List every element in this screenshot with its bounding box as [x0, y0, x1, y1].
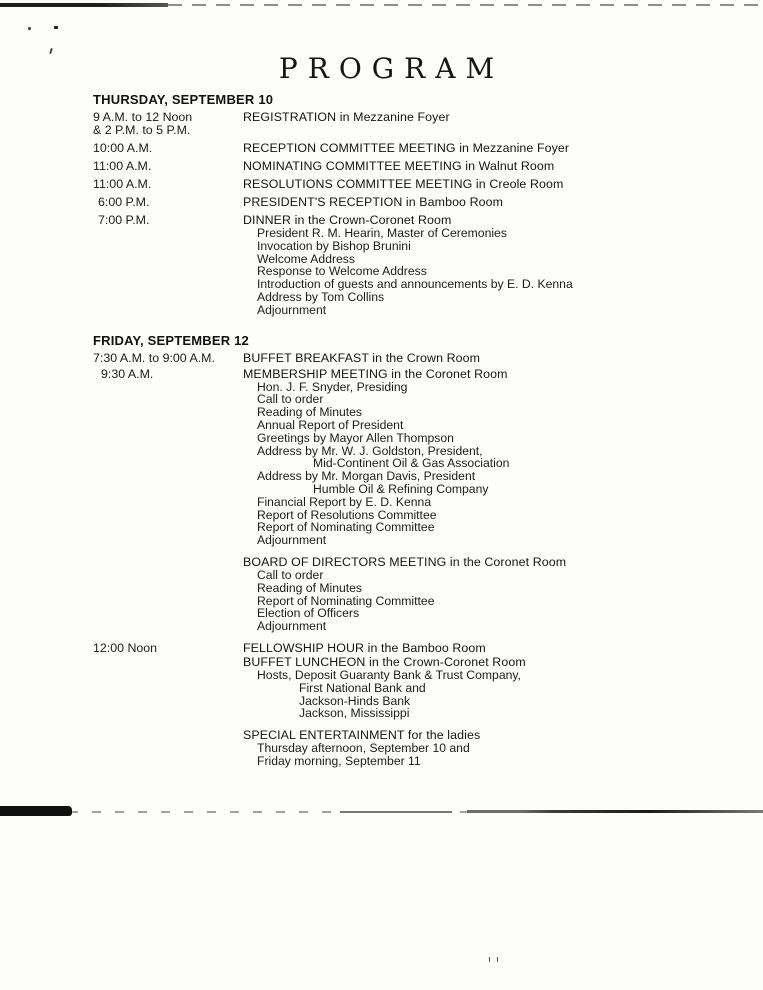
event-details — [243, 381, 733, 547]
time-cell — [93, 352, 243, 365]
scan-divider-dark-segment — [467, 810, 763, 813]
event-detail: Hosts, Deposit Guaranty Bank & Trust Company, — [257, 667, 521, 682]
event-title: REGISTRATION in Mezzanine Foyer — [243, 110, 450, 124]
event-details — [243, 227, 733, 317]
event-detail: Address by Tom Collins — [257, 289, 385, 304]
event-detail: Call to order — [257, 392, 324, 407]
schedule-row — [93, 729, 733, 768]
event-detail: Report of Resolutions Committee — [257, 507, 437, 522]
event-detail: Financial Report by E. D. Kenna — [257, 494, 432, 509]
event-title: MEMBERSHIP MEETING in the Coronet Room — [243, 366, 508, 381]
time-cell — [93, 196, 243, 209]
schedule-row — [93, 642, 733, 655]
time-text: 9:30 A.M. — [101, 366, 154, 381]
event-detail: Reading of Minutes — [257, 405, 363, 420]
time-cell — [93, 160, 243, 173]
schedule-row — [93, 656, 733, 720]
event-detail: Annual Report of President — [257, 417, 404, 432]
event-title: RECEPTION COMMITTEE MEETING in Mezzanine Foyer — [243, 141, 570, 155]
scan-speck — [489, 957, 498, 962]
time-cell — [93, 656, 243, 720]
event-detail: Election of Officers — [257, 606, 360, 621]
event-detail: Adjournment — [257, 302, 327, 317]
time-cell — [93, 142, 243, 155]
event-title: FELLOWSHIP HOUR in the Bamboo Room — [243, 640, 486, 655]
schedule-row — [93, 556, 733, 633]
event-title: RESOLUTIONS COMMITTEE MEETING in Creole Room — [243, 177, 564, 191]
time-cell — [93, 556, 243, 633]
event-detail: Response to Welcome Address — [257, 264, 427, 279]
event-title: BOARD OF DIRECTORS MEETING in the Coronet Room — [243, 554, 567, 569]
event-detail: President R. M. Hearin, Master of Ceremonies — [257, 226, 507, 240]
event-title: NOMINATING COMMITTEE MEETING in Walnut Room — [243, 159, 555, 173]
schedule-row — [93, 111, 733, 137]
section-heading-thursday: THURSDAY, SEPTEMBER 10 — [93, 92, 274, 107]
schedule-row — [93, 142, 733, 155]
event-detail: Introduction of guests and announcements by E. D. Kenna — [257, 277, 573, 292]
event-details — [243, 569, 733, 633]
event-details — [243, 669, 733, 720]
event-detail: Greetings by Mayor Allen Thompson — [257, 430, 454, 445]
time-text: & 2 P.M. to 5 P.M. — [93, 123, 191, 137]
event-detail: Humble Oil & Refining Company — [313, 481, 489, 496]
event-detail: Reading of Minutes — [257, 580, 363, 595]
page-title: PROGRAM — [278, 52, 505, 85]
time-text: 11:00 A.M. — [93, 159, 152, 173]
scan-divider-segment — [340, 811, 452, 813]
event-title: DINNER in the Crown-Coronet Room — [243, 213, 452, 227]
schedule-row — [93, 352, 733, 365]
section-heading-friday: FRIDAY, SEPTEMBER 12 — [93, 332, 249, 348]
event-detail: Hon. J. F. Snyder, Presiding — [257, 379, 408, 394]
event-detail: Mid-Continent Oil & Gas Association — [313, 456, 510, 471]
event-detail: Report of Nominating Committee — [257, 520, 435, 535]
scan-edge-top-solid — [0, 3, 168, 7]
event-detail: Jackson, Mississippi — [299, 706, 410, 721]
event-detail: Welcome Address — [257, 251, 355, 266]
event-detail: Adjournment — [257, 619, 327, 634]
time-text: 10:00 A.M. — [93, 141, 153, 155]
time-text: 7:00 P.M. — [98, 213, 150, 227]
time-cell — [93, 214, 243, 317]
scan-speck — [54, 26, 58, 29]
schedule-row — [93, 196, 733, 209]
time-cell — [93, 642, 243, 655]
time-text: 9 A.M. to 12 Noon — [93, 110, 193, 124]
scan-divider-blob — [0, 806, 72, 816]
event-title: SPECIAL ENTERTAINMENT for the ladies — [243, 728, 481, 743]
event-title: PRESIDENT'S RECEPTION in Bamboo Room — [243, 195, 504, 209]
program-content — [93, 93, 733, 768]
time-text: 6:00 P.M. — [98, 195, 150, 209]
event-detail: First National Bank and — [299, 680, 426, 695]
event-detail: Friday morning, September 11 — [257, 753, 421, 768]
event-detail: Address by Mr. Morgan Davis, President — [257, 469, 476, 484]
time-text: 7:30 A.M. to 9:00 A.M. — [93, 350, 215, 365]
event-detail: Adjournment — [257, 533, 327, 548]
schedule-row — [93, 178, 733, 191]
time-text: 12:00 Noon — [93, 640, 158, 655]
event-title: BUFFET BREAKFAST in the Crown Room — [243, 350, 481, 365]
schedule-row — [93, 160, 733, 173]
time-cell — [93, 178, 243, 191]
time-cell — [93, 368, 243, 547]
schedule-row — [93, 368, 733, 547]
time-cell — [93, 729, 243, 768]
time-cell — [93, 111, 243, 137]
schedule-row — [93, 214, 733, 317]
event-detail: Report of Nominating Committee — [257, 593, 435, 608]
event-title: BUFFET LUNCHEON in the Crown-Coronet Room — [243, 654, 526, 669]
event-detail: Call to order — [257, 567, 324, 582]
scan-speck — [28, 27, 31, 30]
time-text: 11:00 A.M. — [93, 177, 152, 191]
event-details — [243, 742, 733, 768]
event-detail: Address by Mr. W. J. Goldston, President, — [257, 443, 483, 458]
event-detail: Invocation by Bishop Brunini — [257, 238, 411, 253]
event-detail: Thursday afternoon, September 10 and — [257, 741, 470, 756]
event-detail: Jackson-Hinds Bank — [299, 693, 411, 708]
